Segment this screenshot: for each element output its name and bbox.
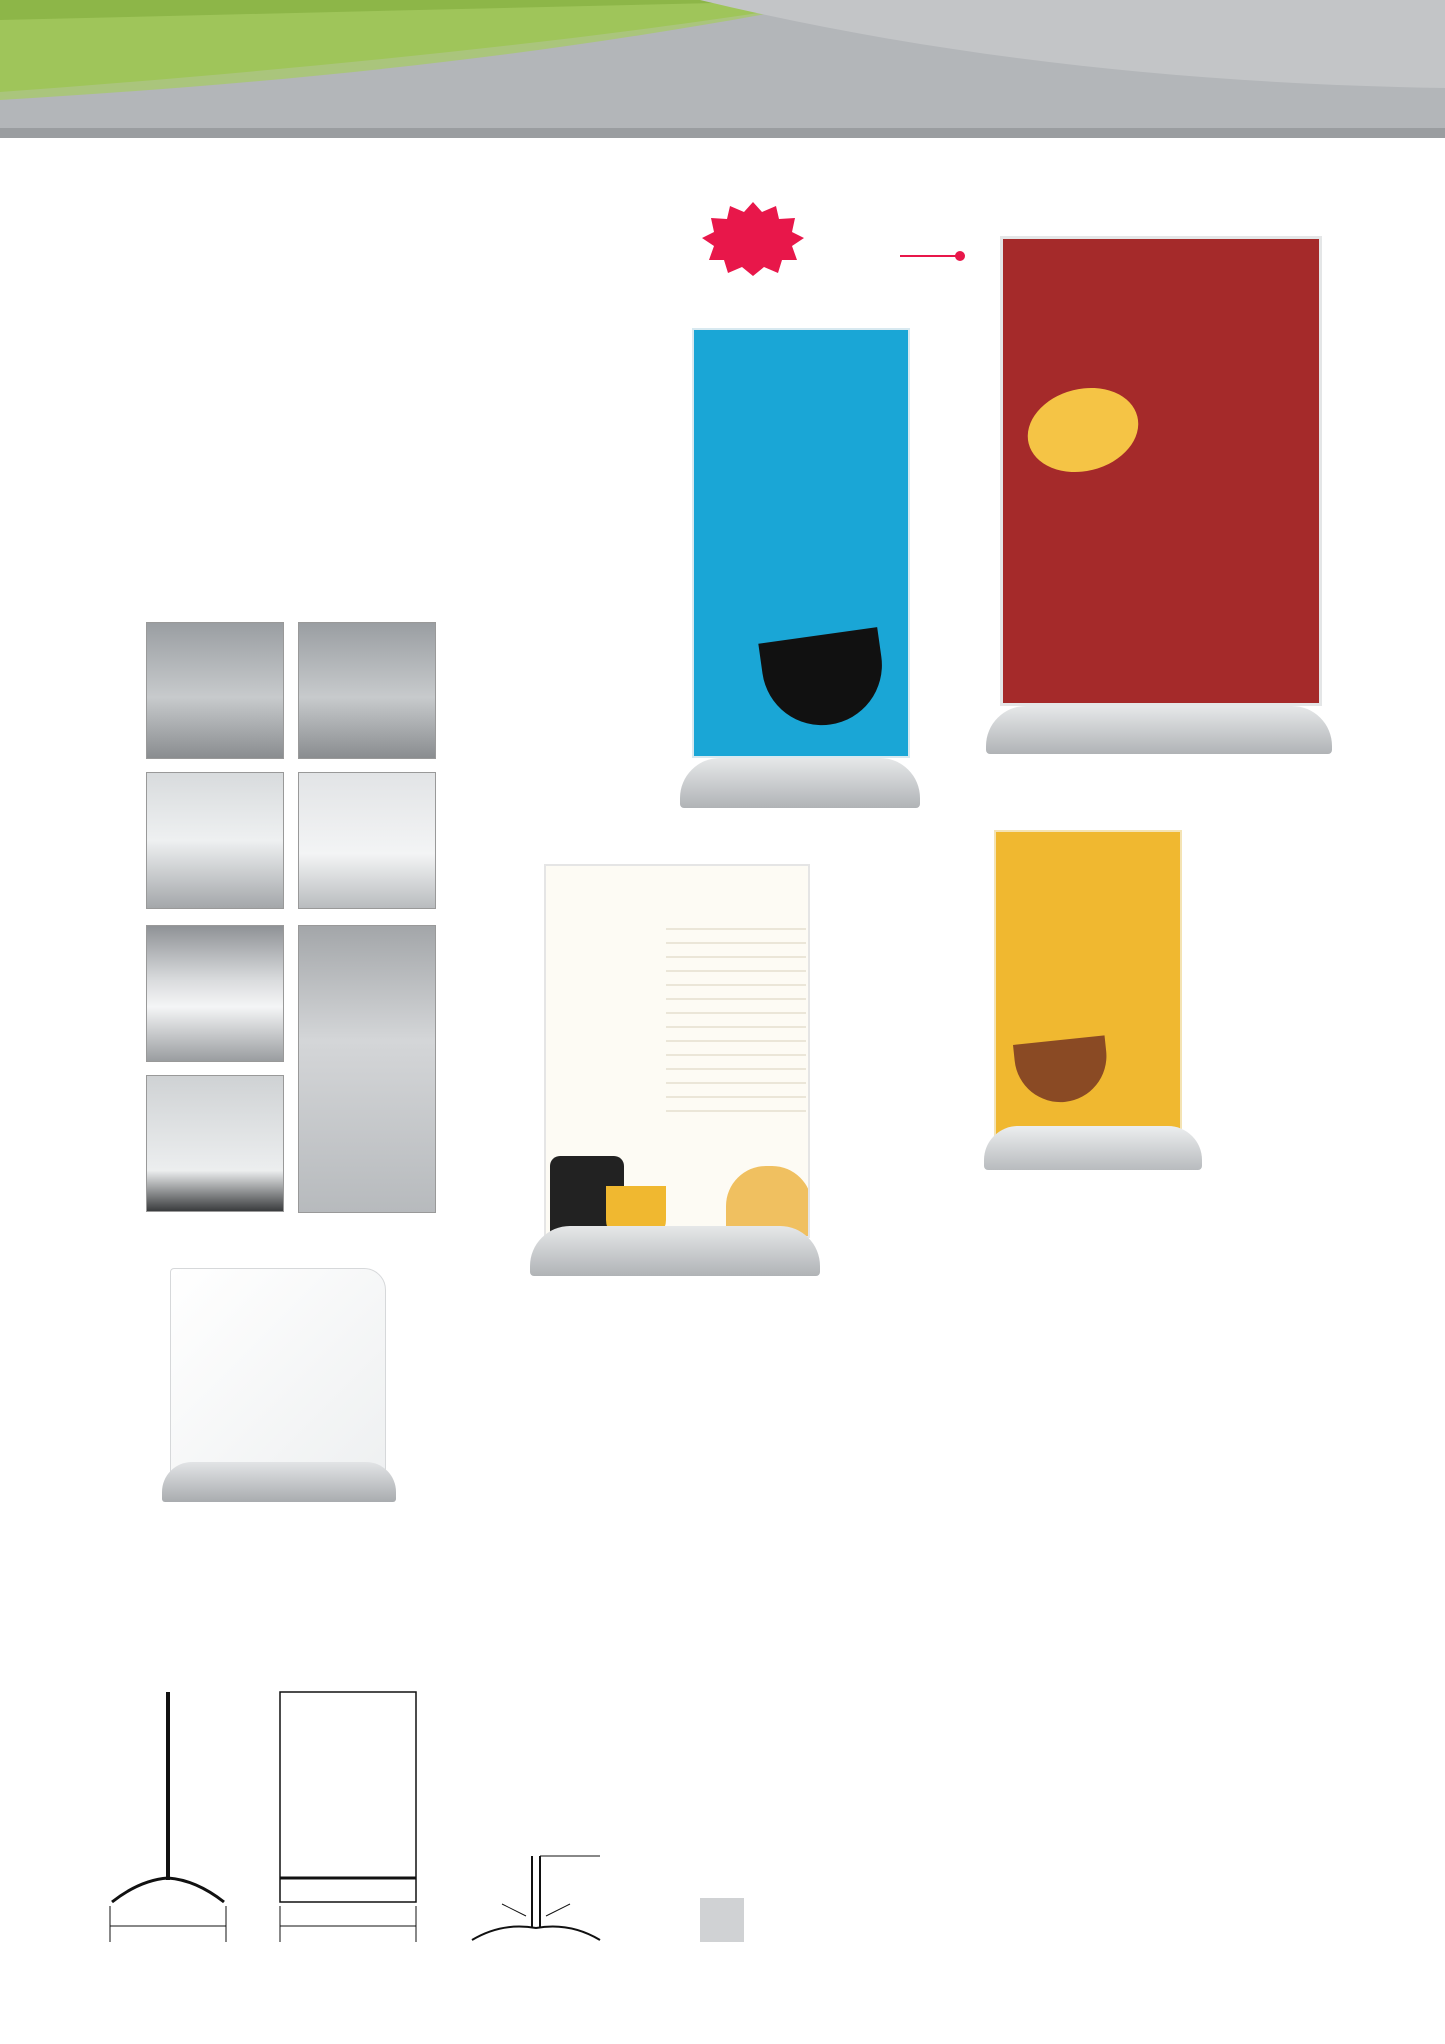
coffee-aluminium-base [530, 1226, 820, 1276]
photo-base-profile [146, 925, 284, 1062]
alacarte-aluminium-base [984, 1126, 1202, 1170]
menu-beverages [692, 328, 910, 758]
page-header [0, 0, 1445, 138]
header-swoosh-graphic [0, 0, 1445, 138]
menu-coffee [544, 864, 810, 1238]
callout-pointer-line [900, 246, 970, 266]
new-badge [700, 200, 806, 276]
photo-acrylic-insert [146, 772, 284, 909]
photo-base-side [146, 1075, 284, 1212]
menu-bento [1000, 236, 1322, 706]
photo-hand-base-closeup [298, 622, 436, 759]
cold-drinks-list [666, 916, 806, 1116]
a5-landscape-base [162, 1462, 396, 1502]
menu-alacarte [994, 830, 1182, 1142]
thickness-diagram [462, 1842, 608, 1952]
alacarte-logo [1013, 1035, 1111, 1106]
photo-hand-base [146, 622, 284, 759]
bento-logo [1019, 377, 1148, 484]
beverages-aluminium-base [680, 758, 920, 808]
side-view-diagram [110, 1692, 226, 1942]
bento-aluminium-base [986, 706, 1332, 754]
technical-diagrams [100, 1680, 420, 1950]
page-number [700, 1898, 744, 1942]
beverages-logo [758, 627, 889, 733]
front-view-diagram [280, 1692, 416, 1942]
photo-acrylic-pocket [298, 772, 436, 909]
a5-landscape-acrylic [170, 1268, 386, 1480]
photo-insert-film [298, 925, 436, 1213]
